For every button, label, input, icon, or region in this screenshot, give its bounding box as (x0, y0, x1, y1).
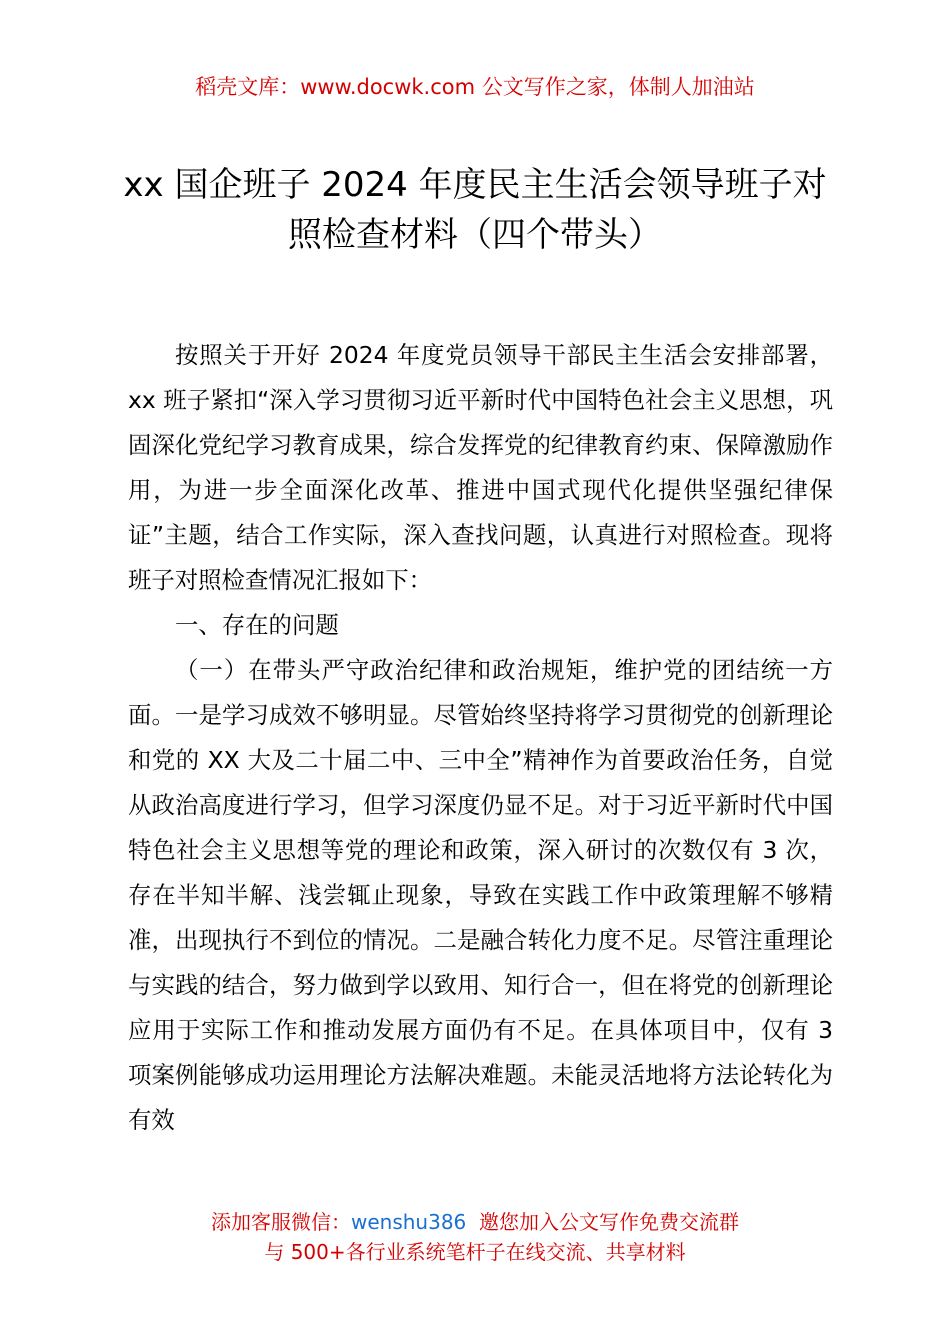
footer-line-1 (0, 1207, 950, 1237)
wechat-id: wenshu386 (350, 1210, 467, 1234)
section-heading: 一、存在的问题 (175, 611, 339, 639)
footer-invite-text: 邀您加入公文写作免费交流群 (466, 1210, 739, 1234)
intro-paragraph: 按照关于开好 2024 年度党员领导干部民主生活会安排部署，xx 班子紧扣“深入学习贯彻习近平新时代中国特色社会主义思想，巩固深化党纪学习教育成果，综合发挥党的纪律教育约束、保障激励作用，为进一步全面深化改革、推进中国式现代化提供坚强纪律保证”主题，结合工作实际，深入查找问题，认真进行对照检查。现将班子对照检查情况汇报如下： (128, 341, 833, 594)
site-slogan: 公文写作之家，体制人加油站 (475, 75, 755, 99)
document-title (120, 160, 830, 260)
site-label: 稻壳文库： (195, 75, 301, 99)
site-url-link[interactable]: www.docwk.com (300, 75, 476, 99)
footer-banner (0, 1207, 950, 1267)
header-banner (0, 72, 950, 102)
title-line-2: 照检查材料（四个带头） (288, 215, 662, 255)
title-line-1: xx 国企班子 2024 年度民主生活会领导班子对 (123, 165, 827, 205)
section-paragraph: （一）在带头严守政治纪律和政治规矩，维护党的团结统一方面。一是学习成效不够明显。尽管始终坚持将学习贯彻党的创新理论和党的 XX 大及二十届二中、三中全”精神作为首要政治任务，自觉从政治高度进行学习，但学习深度仍显不足。对于习近平新时代中国特色社会主义思想等党的理论和政策，深入研讨的次数仅有 3 次，存在半知半解、浅尝辄止现象，导致在实践工作中政策理解不够精准，出现执行不到位的情况。二是融合转化力度不足。尽管注重理论与实践的结合，努力做到学以致用、知行合一，但在将党的创新理论应用于实际工作和推动发展方面仍有不足。在具体项目中，仅有 3 项案例能够成功运用理论方法解决难题。未能灵活地将方法论转化为有效 (128, 656, 833, 1134)
footer-line-2: 与 500+各行业系统笔杆子在线交流、共享材料 (264, 1240, 686, 1264)
document-body (128, 333, 833, 1143)
footer-wechat-prefix: 添加客服微信： (210, 1210, 351, 1234)
